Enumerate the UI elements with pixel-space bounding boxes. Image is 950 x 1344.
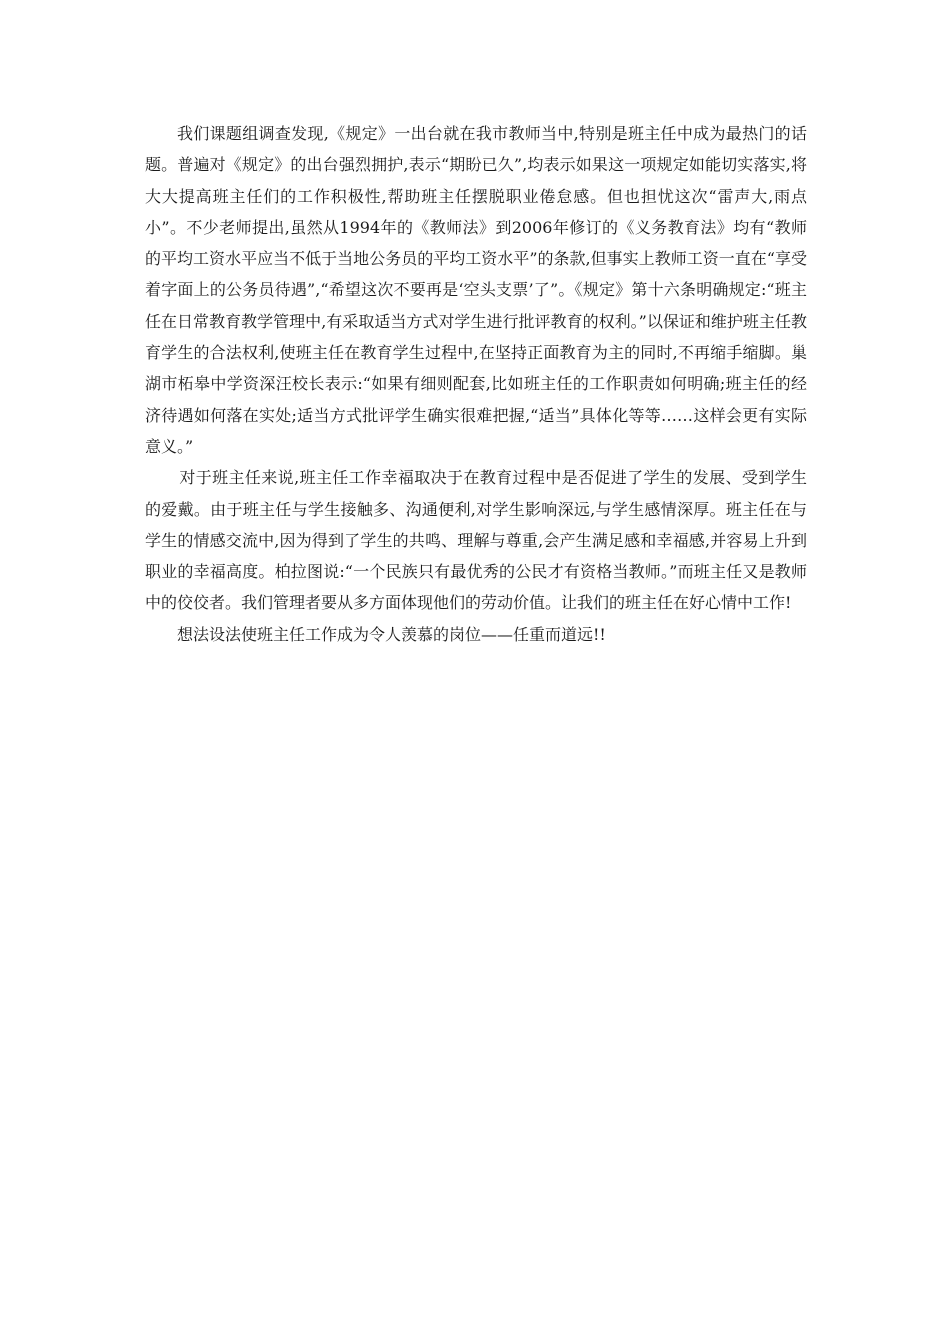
- paragraph-survey-findings: 我们课题组调查发现,《规定》一出台就在我市教师当中,特别是班主任中成为最热门的话题。普遍对《规定》的出台强烈拥护,表示“期盼已久”,均表示如果这一项规定如能切实落实,将大大提高班主任们的工作积极性,帮助班主任摆脱职业倦怠感。但也担忧这次“雷声大,雨点小”。不少老师提出,虽然从1994年的《教师法》到2006年修订的《义务教育法》均有“教师的平均工资水平应当不低于当地公务员的平均工资水平”的条款,但事实上教师工资一直在“享受着字面上的公务员待遇”,“希望这次不要再是‘空头支票’了”。《规定》第十六条明确规定:“班主任在日常教育教学管理中,有采取适当方式对学生进行批评教育的权利。”以保证和维护班主任教育学生的合法权利,使班主任在教育学生过程中,在坚持正面教育为主的同时,不再缩手缩脚。巢湖市柘皋中学资深汪校长表示:“如果有细则配套,比如班主任的工作职责如何明确;班主任的经济待遇如何落在实处;适当方式批评学生确实很难把握,“适当”具体化等等……这样会更有实际意义。”: [145, 124, 807, 456]
- document-body: [145, 118, 807, 650]
- paragraph-conclusion: 想法设法使班主任工作成为令人羡慕的岗位——任重而道远!!: [177, 624, 606, 644]
- paragraph-teacher-happiness: 对于班主任来说,班主任工作幸福取决于在教育过程中是否促进了学生的发展、受到学生的爱戴。由于班主任与学生接触多、沟通便利,对学生影响深远,与学生感情深厚。班主任在与学生的情感交流中,因为得到了学生的共鸣、理解与尊重,会产生满足感和幸福感,并容易上升到职业的幸福高度。柏拉图说:“一个民族只有最优秀的公民才有资格当教师。”而班主任又是教师中的佼佼者。我们管理者要从多方面体现他们的劳动价值。让我们的班主任在好心情中工作!: [145, 468, 807, 613]
